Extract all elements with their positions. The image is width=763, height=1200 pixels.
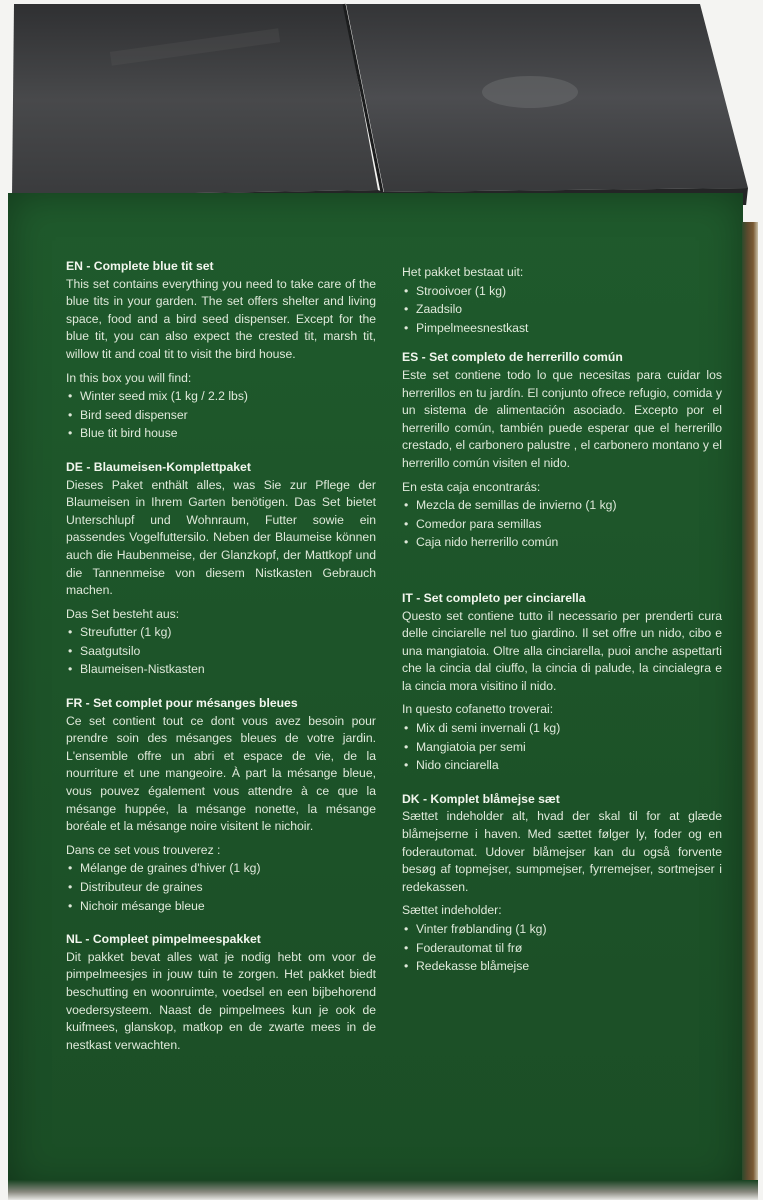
list-item: • Nido cinciarella — [402, 757, 722, 775]
box-top-flaps — [0, 0, 763, 205]
list-label: In questo cofanetto troverai: — [402, 702, 554, 717]
list-item: • Caja nido herrerillo común — [402, 534, 722, 552]
section-body: Questo set contiene tutto il necessario per prenderti cura delle cinciarelle nel tuo giardino. Il set offre un nido, cibo e una mangiatoia. Oltre alla cinciarella, puoi anche aspettarti che la cincia dal ciuffo, la cincia di palude, la cincialegra e la cincia mora visitino il nido. — [402, 608, 722, 693]
list-item: • Blue tit bird house — [66, 425, 376, 443]
text-column-right — [402, 258, 722, 976]
section-heading: ES - Set completo de herrerillo común — [402, 350, 623, 365]
contents-list — [66, 860, 376, 915]
contents-list — [66, 624, 376, 679]
section-heading: FR - Set complet pour mésanges bleues — [66, 696, 298, 711]
section-heading: DK - Komplet blåmejse sæt — [402, 791, 560, 806]
list-item: • Vinter frøblanding (1 kg) — [402, 921, 722, 939]
text-column-left — [66, 258, 376, 1054]
section-heading: DE - Blaumeisen-Komplettpaket — [66, 459, 251, 474]
section-dk — [402, 791, 722, 976]
box-right-edge — [742, 222, 758, 1182]
list-label: Das Set besteht aus: — [66, 606, 180, 621]
list-item: • Zaadsilo — [402, 301, 722, 319]
section-body: This set contains everything you need to take care of the blue tits in your garden. The set offers shelter and living space, food and a bird seed dispenser. Except for the blue tit, you can also expect the crested tit, marsh tit, willow tit and coal tit to visit the bird house. — [66, 276, 376, 361]
section-body: Ce set contient tout ce dont vous avez besoin pour prendre soin des mésanges bleues de votre jardin. L'ensemble offre un abri et espace de vie, de la nourriture et une mangeoire. À part la mésange bleue, vous pouvez également vous attendre à ce que la mésange huppée, la mésange nonette, la mésange boréale et la mésange noire visitent le nichoir. — [66, 713, 376, 834]
section-de — [66, 459, 376, 679]
list-item: • Comedor para semillas — [402, 516, 722, 534]
section-heading: EN - Complete blue tit set — [66, 259, 214, 273]
list-item: • Strooivoer (1 kg) — [402, 283, 722, 301]
section-heading: IT - Set completo per cinciarella — [402, 590, 586, 605]
list-label: Sættet indeholder: — [402, 903, 502, 918]
list-label: En esta caja encontrarás: — [402, 479, 541, 494]
list-item: • Distributeur de graines — [66, 879, 376, 897]
section-nl — [66, 931, 376, 1054]
section-en — [66, 258, 376, 443]
list-item: • Nichoir mésange bleue — [66, 898, 376, 916]
section-body: Dit pakket bevat alles wat je nodig hebt om voor de pimpelmeesjes in jouw tuin te zorgen. Het pakket biedt beschutting en woonruimte, voedsel en een bijbehorend voedersysteem. Naast de pimpelmees kun je ook de kuifmees, glanskop, matkop en de zwarte mees in de nestkast verwachten. — [66, 949, 376, 1052]
section-fr — [66, 695, 376, 915]
list-item: • Blaumeisen-Nistkasten — [66, 661, 376, 679]
section-body: Dieses Paket enthält alles, was Sie zur Pflege der Blaumeisen in Ihrem Garten benötigen. Das Set bietet Unterschlupf und Wohnraum, Futter sowie ein passendes Vogelfuttersilo. Neben der Blaumeise können auch die Haubenmeise, der Glanzkopf, der Mattkopf und die Tannenmeise von diesem Nistkasten Gebrauch machen. — [66, 477, 376, 598]
list-item: • Mix di semi invernali (1 kg) — [402, 720, 722, 738]
contents-list — [402, 720, 722, 775]
contents-list — [402, 497, 722, 552]
section-body: Sættet indeholder alt, hvad der skal til for at glæde blåmejserne i haven. Med sættet følger ly, foder og en foderautomat. Udover blåmejser kan du også forvente besøg af topmejser, sumpmejser, fyrremejser, sortmejser i redekassen. — [402, 809, 722, 894]
list-item: • Winter seed mix (1 kg / 2.2 lbs) — [66, 388, 376, 406]
section-nl-continued — [402, 264, 722, 337]
contents-list — [402, 921, 722, 976]
list-label: Dans ce set vous trouverez : — [66, 842, 221, 857]
list-item: • Pimpelmeesnestkast — [402, 320, 722, 338]
list-label: Het pakket bestaat uit: — [402, 265, 524, 279]
list-label: In this box you will find: — [66, 370, 192, 385]
list-item: • Foderautomat til frø — [402, 940, 722, 958]
section-es — [402, 349, 722, 552]
list-item: • Mélange de graines d'hiver (1 kg) — [66, 860, 376, 878]
list-item: • Mezcla de semillas de invierno (1 kg) — [402, 497, 722, 515]
list-item: • Redekasse blåmejse — [402, 958, 722, 976]
list-item: • Saatgutsilo — [66, 643, 376, 661]
section-heading: NL - Compleet pimpelmeespakket — [66, 932, 261, 947]
list-item: • Streufutter (1 kg) — [66, 624, 376, 642]
contents-list — [66, 388, 376, 443]
list-item: • Bird seed dispenser — [66, 407, 376, 425]
contents-list — [402, 283, 722, 338]
section-it — [402, 590, 722, 775]
section-body: Este set contiene todo lo que necesitas para cuidar los herrerillos en tu jardín. El conjunto ofrece refugio, comida y un sistema de alimentación asociado. Excepto por el herrerillo común, también puede esperar que el herrerillo crestado, el carbonero palustre , el carbonero montano y el herrerillo común visiten el nido. — [402, 367, 722, 470]
list-item: • Mangiatoia per semi — [402, 739, 722, 757]
box-bottom-edge — [8, 1180, 758, 1200]
